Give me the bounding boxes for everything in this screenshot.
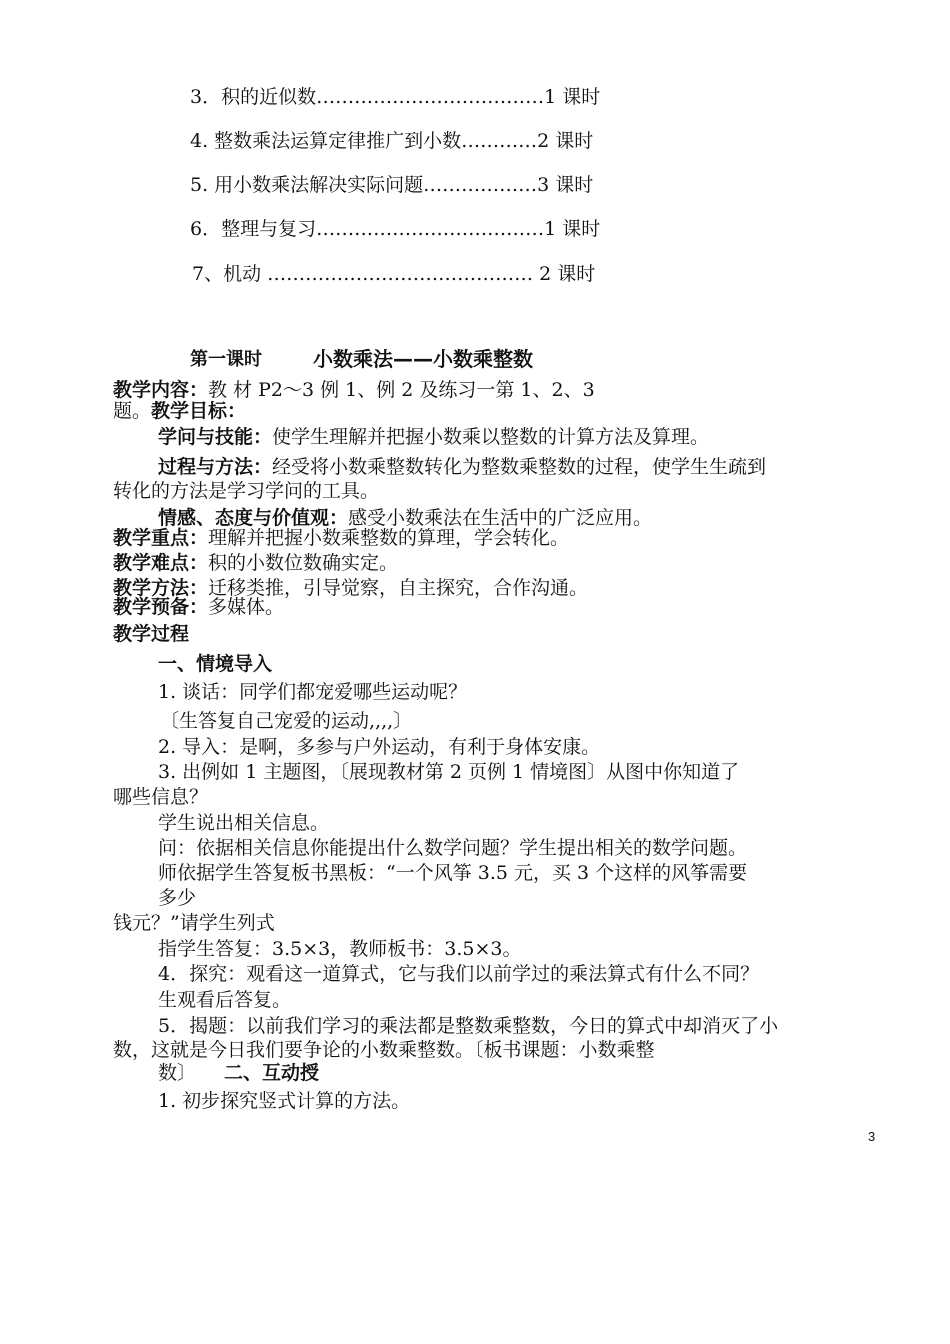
goal-process-continued: 转化的方法是学习学问的工具。 bbox=[113, 480, 380, 502]
goals-label: 教学目标： bbox=[151, 400, 247, 422]
body-line: 问：依据相关信息你能提出什么数学问题？学生提出相关的数学问题。 bbox=[158, 837, 748, 859]
body-line: 生观看后答复。 bbox=[158, 989, 292, 1011]
body-line: 2. 导入：是啊，多参与户外运动，有利于身体安康。 bbox=[158, 736, 601, 758]
content-text: 教 材 P2～3 例 1、例 2 及练习一第 1、2、3 bbox=[208, 379, 595, 401]
toc-line-7: 7、机动 …………………………………… 2 课时 bbox=[192, 263, 596, 285]
body-line: 数，这就是今日我们要争论的小数乘整数。〔板书课题：小数乘整 bbox=[113, 1039, 655, 1061]
goal-emotion-text: 感受小数乘法在生活中的广泛应用。 bbox=[348, 507, 653, 529]
goal-process-label: 过程与方法： bbox=[158, 456, 273, 478]
body-line: 师依据学生答复板书黑板：“一个风筝 3.5 元，买 3 个这样的风筝需要 bbox=[158, 862, 748, 884]
key-point-text: 理解并把握小数乘整数的算理，学会转化。 bbox=[208, 527, 570, 549]
section-heading-1: 一、情境导入 bbox=[158, 653, 273, 675]
body-line: 3. 出例如 1 主题图，〔展现教材第 2 页例 1 情境图〕从图中你知道了 bbox=[158, 761, 740, 783]
method-label: 教学方法： bbox=[113, 577, 209, 599]
toc-line-3: 3．积的近似数………………………………1 课时 bbox=[190, 86, 601, 108]
goal-process-text: 经受将小数乘整数转化为整数乘整数的过程，使学生生疏到 bbox=[272, 456, 767, 478]
key-point-label: 教学重点： bbox=[113, 527, 209, 549]
body-line: 学生说出相关信息。 bbox=[158, 812, 330, 834]
content-continued: 题。 bbox=[113, 400, 152, 422]
body-line: 多少 bbox=[158, 887, 197, 909]
toc-line-5: 5. 用小数乘法解决实际问题………………3 课时 bbox=[190, 174, 594, 196]
body-line: 5．揭题：以前我们学习的乘法都是整数乘整数，今日的算式中却消灭了小 bbox=[158, 1015, 779, 1037]
goal-knowledge bbox=[158, 425, 709, 449]
body-line: 1. 谈话：同学们都宠爱哪些运动呢？ bbox=[158, 681, 468, 703]
difficulty-label: 教学难点： bbox=[113, 552, 209, 574]
difficulty bbox=[113, 551, 398, 575]
body-line: 指学生答复：3.5×3，教师板书：3.5×3。 bbox=[158, 938, 522, 960]
goal-knowledge-text: 使学生理解并把握小数乘以整数的计算方法及算理。 bbox=[272, 426, 710, 448]
method-text: 迁移类推，引导觉察，自主探究，合作沟通。 bbox=[208, 577, 589, 599]
toc-line-6: 6．整理与复习………………………………1 课时 bbox=[190, 218, 601, 240]
last-line bbox=[158, 1061, 319, 1085]
difficulty-text: 积的小数位数确实定。 bbox=[208, 552, 399, 574]
content-label: 教学内容： bbox=[113, 379, 209, 401]
goal-process bbox=[158, 455, 766, 479]
lesson-topic: 小数乘法——小数乘整数 bbox=[313, 347, 533, 371]
preparation-text: 多媒体。 bbox=[208, 596, 285, 618]
content-row-2 bbox=[113, 399, 246, 423]
body-line: 哪些信息？ bbox=[113, 786, 209, 808]
toc-line-4: 4. 整数乘法运算定律推广到小数…………2 课时 bbox=[190, 130, 594, 152]
final-line: 1. 初步探究竖式计算的方法。 bbox=[158, 1090, 411, 1112]
goal-knowledge-label: 学问与技能： bbox=[158, 426, 273, 448]
body-line: 〔生答复自己宠爱的运动,,,,〕 bbox=[160, 710, 413, 732]
goal-emotion-label: 情感、态度与价值观： bbox=[158, 507, 349, 529]
preparation-label: 教学预备： bbox=[113, 596, 209, 618]
last-line-text: 数〕 bbox=[158, 1062, 197, 1084]
section-heading-2: 二、互动授 bbox=[224, 1062, 320, 1084]
key-point bbox=[113, 526, 569, 550]
lesson-period: 第一课时 bbox=[190, 349, 262, 370]
body-line: 4．探究：观看这一道算式，它与我们以前学过的乘法算式有什么不同？ bbox=[158, 963, 760, 985]
process-heading: 教学过程 bbox=[113, 623, 190, 645]
preparation bbox=[113, 595, 284, 619]
page-number: 3 bbox=[868, 1129, 876, 1144]
body-line: 钱元？”请学生列式 bbox=[113, 912, 275, 934]
